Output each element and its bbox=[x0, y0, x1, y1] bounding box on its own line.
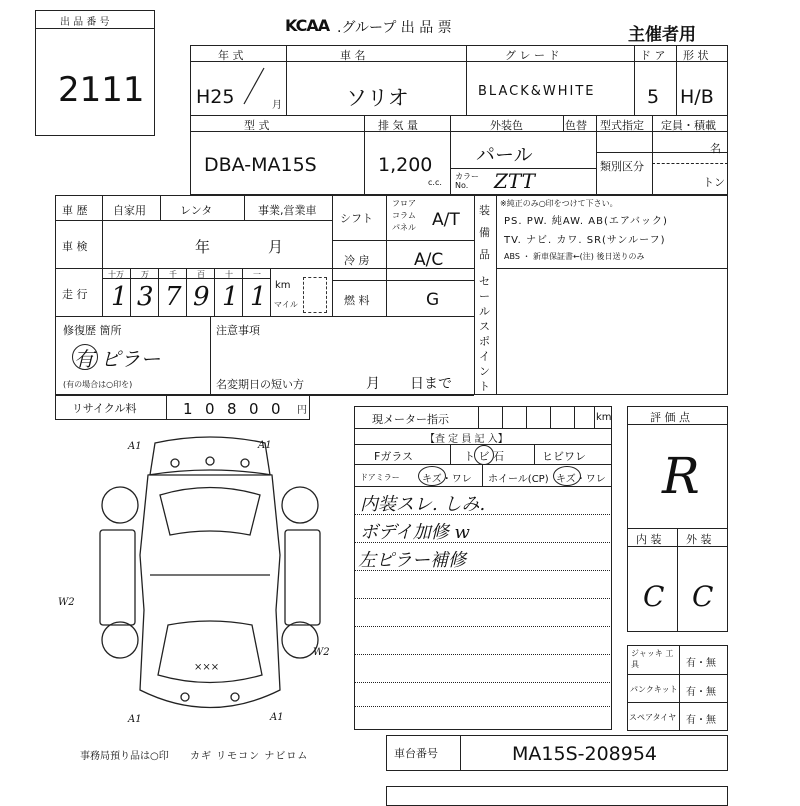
color-diff-label: 色替 bbox=[565, 119, 587, 132]
repair-label: 修復歴 箇所 bbox=[63, 324, 122, 337]
ac-label: 冷 房 bbox=[344, 254, 370, 267]
grade-value: BLACK&WHITE bbox=[478, 84, 596, 99]
digit-header-10: 十 bbox=[225, 270, 233, 279]
model-designation-label: 型式指定 bbox=[600, 119, 644, 132]
recycle-unit: 円 bbox=[297, 405, 307, 416]
mileage-label: 走 行 bbox=[62, 288, 88, 301]
glass-options: ト ビ 石 bbox=[464, 450, 504, 463]
mileage-digit-4: 9 bbox=[193, 282, 210, 312]
door-label: ド ア bbox=[640, 49, 666, 62]
history-option-business: 事業,営業車 bbox=[258, 204, 317, 217]
capacity-unit: 名 bbox=[710, 142, 721, 155]
mark-xx: ××× bbox=[194, 662, 220, 673]
cc-unit: c.c. bbox=[428, 178, 442, 187]
chassis-value: MA15S-208954 bbox=[512, 743, 658, 765]
exterior-color-label: 外装色 bbox=[490, 119, 523, 132]
puncture-label: パンクキット bbox=[630, 685, 678, 694]
interior-score: C bbox=[643, 580, 665, 613]
interior-label: 内 装 bbox=[636, 533, 662, 546]
evaluation-label: 評 価 点 bbox=[650, 411, 690, 424]
recycle-digit-5: 0 bbox=[271, 400, 281, 418]
shift-panel: パネル bbox=[392, 223, 416, 232]
mark-a1-front-right: A1 bbox=[258, 440, 272, 451]
digit-header-10k: 万 bbox=[141, 270, 149, 279]
office-items: カギ リモコン ナビロム bbox=[190, 751, 309, 762]
mark-a1-rear-right: A1 bbox=[270, 712, 284, 723]
displacement-value: 1,200 bbox=[378, 154, 433, 176]
inspection-label: 車 検 bbox=[62, 240, 88, 253]
jack-label: ジャッキ 工 具 bbox=[631, 649, 674, 669]
repair-handwritten: 有 ピラー bbox=[74, 347, 161, 371]
shape-label: 形 状 bbox=[683, 49, 709, 62]
digit-header-100: 百 bbox=[197, 270, 205, 279]
chassis-label: 車台番号 bbox=[394, 747, 438, 760]
glass-circle bbox=[474, 445, 494, 465]
equipment-note: ※純正のみ○印をつけて下さい。 bbox=[500, 199, 618, 208]
meter-unit: km bbox=[596, 412, 612, 423]
caution-label: 注意事項 bbox=[216, 324, 260, 337]
inspector-note-2: ボデイ加修 w bbox=[360, 522, 470, 543]
class-label: 類別区分 bbox=[600, 160, 644, 173]
mile-label: マイル bbox=[274, 300, 298, 309]
equipment-label: 装 備 品 bbox=[479, 204, 490, 261]
shift-value: A/T bbox=[432, 210, 460, 230]
repair-note: (有の場合は○印を) bbox=[63, 380, 133, 389]
mark-a1-rear-left: A1 bbox=[128, 714, 142, 725]
model-label: 型 式 bbox=[244, 119, 270, 132]
exterior-score: C bbox=[692, 580, 714, 613]
inspection-month: 月 bbox=[268, 238, 284, 256]
recycle-digit-1: 1 bbox=[183, 400, 193, 418]
inspector-note-3: 左ピラー補修 bbox=[358, 550, 466, 571]
mileage-digit-3: 7 bbox=[165, 282, 182, 312]
inspector-title: 【査 定 員 記 入】 bbox=[425, 434, 508, 445]
inspection-year: 年 bbox=[195, 238, 211, 256]
jack-option: 有・無 bbox=[686, 658, 716, 669]
color-no-value: ZTT bbox=[494, 169, 535, 193]
exterior-label: 外 装 bbox=[686, 533, 712, 546]
equipment-line1: PS. PW. 純AW. AB(エアバック) bbox=[504, 216, 668, 227]
capacity-label: 定員・積載 bbox=[661, 119, 716, 132]
wheel-circle bbox=[553, 466, 581, 486]
mile-checkbox bbox=[303, 277, 327, 313]
exterior-color-value: パール bbox=[476, 144, 533, 166]
evaluation-score: R bbox=[662, 447, 700, 505]
year-slash bbox=[240, 66, 266, 106]
glass-label: Fガラス bbox=[374, 450, 413, 463]
wheel-label: ホイール(CP) bbox=[488, 474, 549, 485]
equipment-line2: TV. ナビ. カワ. SR(サンルーフ) bbox=[504, 235, 666, 246]
name-change-month: 月 bbox=[366, 376, 380, 392]
history-option-rental: レンタ bbox=[180, 204, 213, 217]
shift-label: シフト bbox=[340, 212, 373, 225]
fuel-value: G bbox=[426, 290, 440, 310]
car-diagram bbox=[90, 435, 330, 730]
shape-value: H/B bbox=[680, 86, 714, 108]
history-label: 車 歴 bbox=[62, 204, 88, 217]
mirror-label: ドアミラー bbox=[360, 473, 400, 482]
displacement-label: 排 気 量 bbox=[378, 119, 418, 132]
mileage-digit-1: 1 bbox=[111, 282, 128, 312]
shift-floor: フロア bbox=[392, 199, 416, 208]
lot-number: 2111 bbox=[58, 70, 145, 110]
car-name: ソリオ bbox=[346, 86, 409, 110]
recycle-label: リサイクル料 bbox=[72, 402, 137, 415]
digit-header-1k: 千 bbox=[169, 270, 177, 279]
history-option-private: 自家用 bbox=[113, 204, 146, 217]
year-label: 年 式 bbox=[218, 49, 244, 62]
month-unit: 月 bbox=[272, 100, 282, 111]
glass-crack: ヒビワレ bbox=[542, 450, 586, 463]
load-unit: トン bbox=[703, 176, 725, 189]
year-value: H25 bbox=[196, 86, 235, 108]
mirror-options: キズ・ワレ bbox=[422, 474, 472, 485]
lot-number-label: 出 品 番 号 bbox=[60, 17, 110, 28]
mileage-digit-2: 3 bbox=[137, 282, 154, 312]
spare-label: スペアタイヤ bbox=[629, 713, 677, 722]
name-change-label: 名変期日の短い方 bbox=[216, 378, 304, 391]
sales-point-label: セールスポイント bbox=[479, 275, 490, 393]
brand-logo: KCAA bbox=[285, 16, 330, 35]
car-name-label: 車 名 bbox=[340, 49, 366, 62]
meter-label: 現メーター指示 bbox=[372, 413, 449, 426]
door-value: 5 bbox=[647, 86, 660, 108]
name-change-day: 日まで bbox=[410, 376, 452, 392]
mark-w2-left: W2 bbox=[58, 597, 75, 608]
sponsor-label: 主催者用 bbox=[628, 25, 696, 45]
recycle-digit-3: 8 bbox=[227, 400, 237, 418]
grade-label: グ レ ー ド bbox=[505, 49, 560, 62]
mileage-digit-5: 1 bbox=[222, 282, 239, 312]
recycle-digit-4: 0 bbox=[249, 400, 259, 418]
mark-a1-front-left: A1 bbox=[128, 441, 142, 452]
office-label: 事務局預り品は○印 bbox=[80, 751, 169, 762]
equipment-line3: ABS ・ 新車保証書←(注) 後日送りのみ bbox=[504, 252, 645, 261]
km-label: km bbox=[275, 280, 291, 291]
mirror-circle bbox=[418, 466, 446, 486]
spare-option: 有・無 bbox=[686, 715, 716, 726]
repair-circle bbox=[72, 344, 98, 370]
form-title: .グループ 出 品 票 bbox=[337, 20, 452, 36]
fuel-label: 燃 料 bbox=[344, 294, 370, 307]
digit-header-1: 一 bbox=[253, 270, 261, 279]
ac-value: A/C bbox=[414, 250, 444, 270]
puncture-option: 有・無 bbox=[686, 687, 716, 698]
mileage-digit-6: 1 bbox=[250, 282, 267, 312]
recycle-digit-2: 0 bbox=[205, 400, 215, 418]
color-no-label: カラー No. bbox=[455, 172, 479, 190]
inspector-note-1: 内装スレ. しみ. bbox=[360, 494, 486, 515]
shift-column: コラム bbox=[392, 211, 416, 220]
mark-w2-right: W2 bbox=[313, 647, 330, 658]
model-value: DBA-MA15S bbox=[204, 154, 317, 176]
wheel-options: キズ・ワレ bbox=[556, 474, 606, 485]
digit-header-100k: 十万 bbox=[108, 270, 124, 279]
